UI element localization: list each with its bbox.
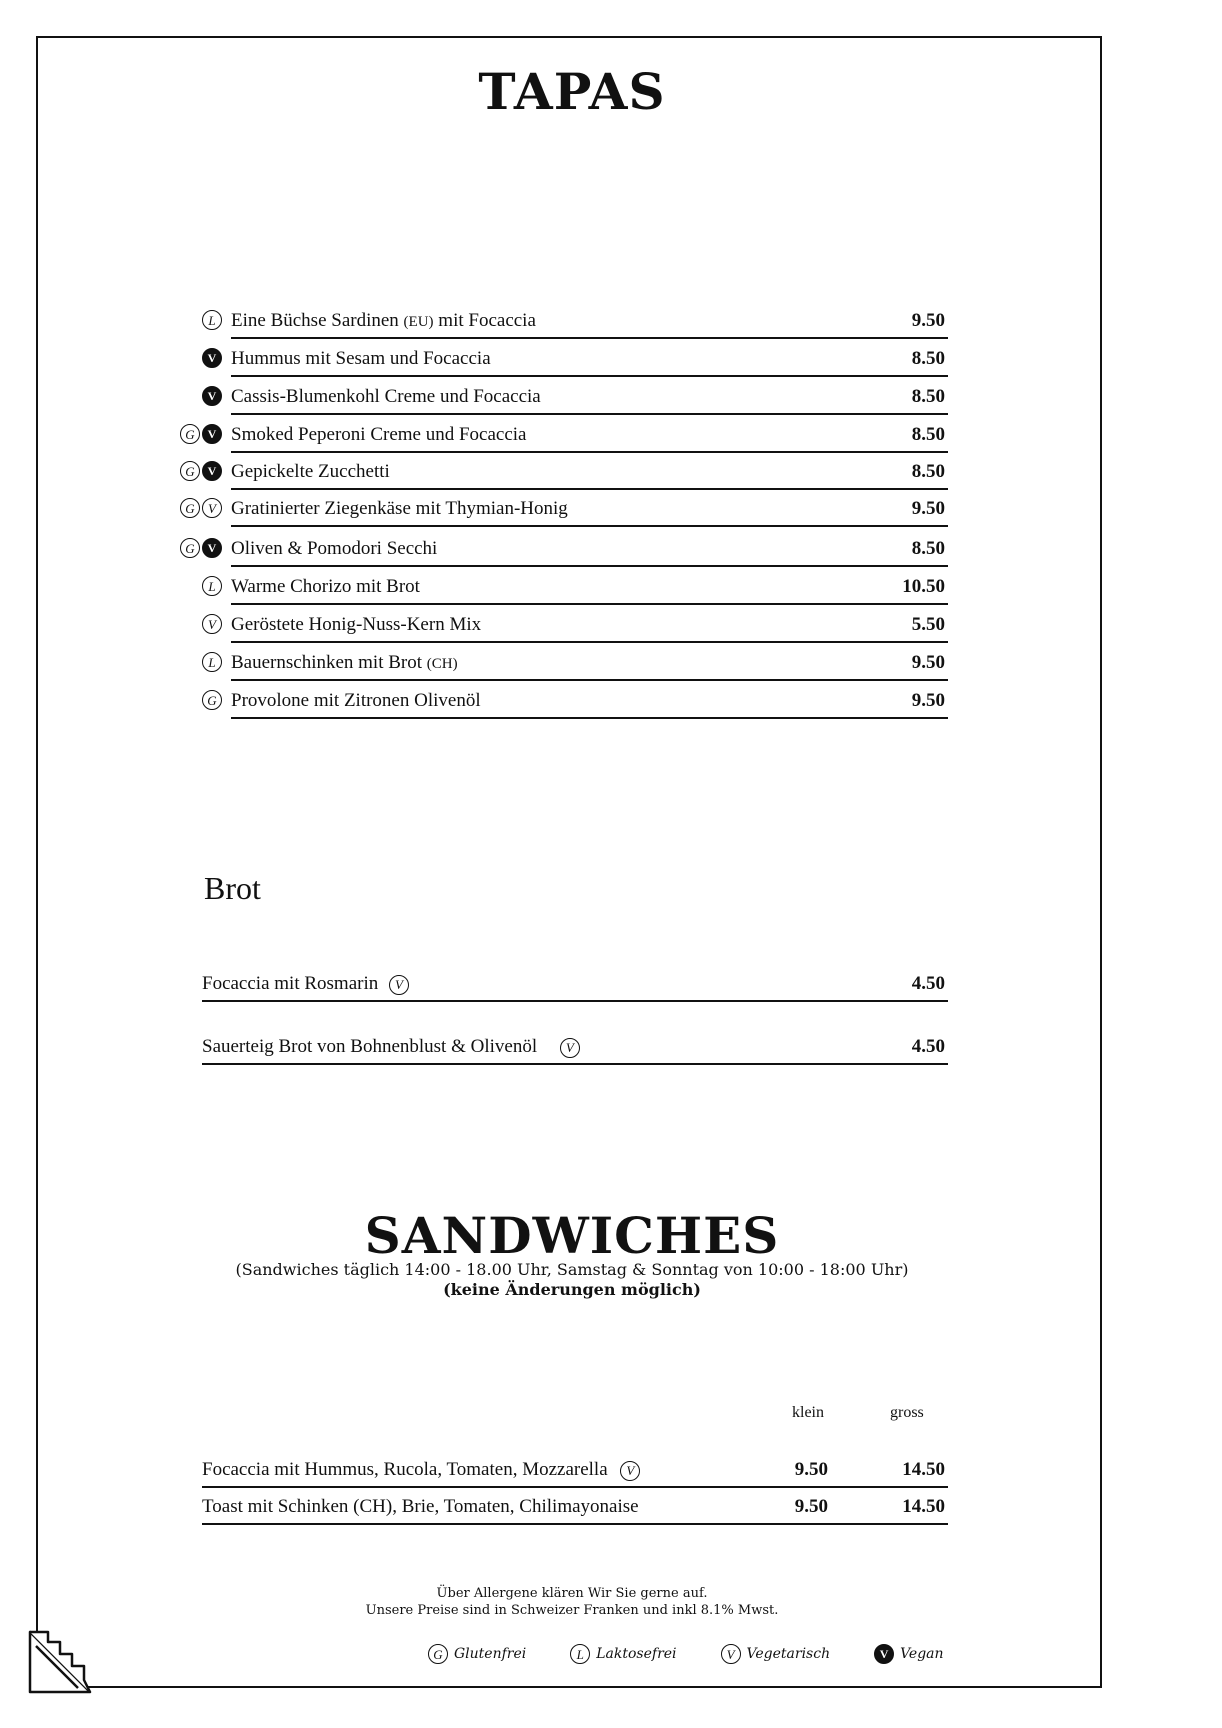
tapas-item-name	[231, 424, 526, 446]
allergen-note: Über Allergene klären Wir Sie gerne auf.	[436, 1586, 708, 1601]
lactose-free-icon: L	[202, 652, 222, 672]
legend-item	[721, 1644, 831, 1664]
lactose-free-icon: L	[202, 576, 222, 596]
tapas-item-price: 9.50	[911, 498, 945, 519]
tapas-item-origin: (CH)	[426, 656, 458, 672]
vegetarian-icon: V	[721, 1644, 741, 1664]
legend-item	[428, 1644, 526, 1664]
tapas-item-label: Bauernschinken mit Brot	[231, 652, 423, 673]
tapas-item-name	[231, 538, 437, 560]
sandwiches-title: SANDWICHES	[364, 1206, 780, 1265]
lactose-free-icon: L	[202, 310, 222, 330]
brot-row	[202, 1031, 948, 1065]
tapas-item-name	[231, 461, 390, 483]
tapas-item-price: 9.50	[911, 652, 945, 673]
tapas-item-price: 8.50	[911, 348, 945, 369]
tapas-item-name	[231, 614, 481, 636]
col-head-small: klein	[792, 1404, 824, 1421]
tapas-item-origin: (EU)	[403, 314, 434, 330]
tapas-row	[231, 571, 948, 605]
tapas-item-label: Hummus mit Sesam und Focaccia	[231, 348, 491, 369]
diet-legend	[428, 1644, 944, 1664]
tapas-item-price: 8.50	[911, 424, 945, 445]
tapas-item-label: Warme Chorizo mit Brot	[231, 576, 420, 597]
menu-frame	[36, 36, 1102, 1688]
tapas-item-label: Cassis-Blumenkohl Creme und Focaccia	[231, 386, 541, 407]
tapas-item-label: Geröstete Honig-Nuss-Kern Mix	[231, 614, 482, 635]
tapas-diet-badges	[160, 424, 222, 446]
tapas-row	[231, 609, 948, 643]
tapas-item-name	[231, 386, 541, 408]
tapas-item-suffix: mit Focaccia	[438, 310, 536, 331]
tapas-item-price: 8.50	[911, 386, 945, 407]
sandwich-item-name: Toast mit Schinken (CH), Brie, Tomaten, Chilimayonaise	[202, 1496, 639, 1517]
brot-row	[202, 968, 948, 1002]
tapas-item-label: Provolone mit Zitronen Olivenöl	[231, 690, 481, 711]
brot-item-price: 4.50	[911, 1036, 945, 1057]
tapas-diet-badges	[160, 310, 222, 332]
tapas-item-label: Eine Büchse Sardinen	[231, 310, 399, 331]
tapas-row	[231, 533, 948, 567]
brot-item-price: 4.50	[911, 973, 945, 994]
gluten-free-icon: G	[180, 538, 200, 558]
brot-title: Brot	[204, 870, 261, 906]
legend-label: Laktosefrei	[596, 1646, 677, 1662]
vegan-icon: V	[202, 461, 222, 481]
vegan-icon: V	[202, 386, 222, 406]
vegan-icon: V	[202, 424, 222, 444]
tapas-item-price: 10.50	[902, 576, 945, 597]
tapas-row	[231, 305, 948, 339]
tapas-item-name	[231, 690, 481, 712]
tapas-item-price: 9.50	[911, 690, 945, 711]
tapas-row	[231, 343, 948, 377]
tapas-item-price: 5.50	[911, 614, 945, 635]
tapas-item-name	[231, 348, 491, 370]
tapas-row	[231, 647, 948, 681]
tapas-diet-badges	[160, 498, 222, 520]
tapas-row	[231, 419, 948, 453]
tapas-diet-badges	[160, 386, 222, 408]
tapas-item-price: 8.50	[911, 538, 945, 559]
sandwich-price-small: 9.50	[794, 1459, 828, 1480]
tapas-diet-badges	[160, 461, 222, 483]
tapas-item-price: 8.50	[911, 461, 945, 482]
brot-item-name: Sauerteig Brot von Bohnenblust & Olivenöl V	[202, 1036, 580, 1058]
tapas-item-price: 9.50	[911, 310, 945, 331]
sandwiches-note: (keine Änderungen möglich)	[443, 1280, 701, 1299]
vegetarian-icon: V	[202, 498, 222, 518]
tapas-diet-badges	[160, 348, 222, 370]
tapas-diet-badges	[160, 690, 222, 712]
vegetarian-icon: V	[620, 1461, 640, 1481]
tapas-row	[231, 685, 948, 719]
tapas-row	[231, 381, 948, 415]
gluten-free-icon: G	[202, 690, 222, 710]
brot-item-name: Focaccia mit Rosmarin V	[202, 973, 409, 995]
logo-icon	[26, 1628, 98, 1700]
tapas-item-label: Gratinierter Ziegenkäse mit Thymian-Honig	[231, 498, 568, 519]
sandwich-row	[202, 1454, 948, 1488]
vegan-icon: V	[202, 538, 222, 558]
tapas-item-name	[231, 310, 536, 332]
legend-label: Vegan	[900, 1646, 944, 1662]
tapas-diet-badges	[160, 614, 222, 636]
price-note: Unsere Preise sind in Schweizer Franken und inkl 8.1% Mwst.	[365, 1603, 779, 1618]
lactose-free-icon: L	[570, 1644, 590, 1664]
legend-label: Vegetarisch	[746, 1646, 831, 1662]
tapas-diet-badges	[160, 538, 222, 560]
vegan-icon: V	[874, 1644, 894, 1664]
sandwiches-hours: (Sandwiches täglich 14:00 - 18.00 Uhr, Samstag & Sonntag von 10:00 - 18:00 Uhr)	[235, 1260, 909, 1279]
tapas-item-name	[231, 498, 568, 520]
vegetarian-icon: V	[389, 975, 409, 995]
vegetarian-icon: V	[202, 614, 222, 634]
gluten-free-icon: G	[428, 1644, 448, 1664]
col-head-large: gross	[890, 1404, 924, 1421]
tapas-item-name	[231, 652, 458, 674]
gluten-free-icon: G	[180, 461, 200, 481]
tapas-diet-badges	[160, 576, 222, 598]
tapas-row	[231, 493, 948, 527]
sandwich-price-small: 9.50	[794, 1496, 828, 1517]
gluten-free-icon: G	[180, 498, 200, 518]
sandwich-row	[202, 1491, 948, 1525]
gluten-free-icon: G	[180, 424, 200, 444]
legend-item	[874, 1644, 943, 1664]
tapas-item-label: Oliven & Pomodori Secchi	[231, 538, 438, 559]
tapas-title: TAPAS	[478, 62, 666, 121]
legend-item	[570, 1644, 676, 1664]
tapas-diet-badges	[160, 652, 222, 674]
legend-label: Glutenfrei	[454, 1646, 527, 1662]
sandwich-price-large: 14.50	[902, 1496, 945, 1517]
sandwich-price-large: 14.50	[902, 1459, 945, 1480]
tapas-item-label: Gepickelte Zucchetti	[231, 461, 390, 482]
tapas-row	[231, 456, 948, 490]
vegetarian-icon: V	[560, 1038, 580, 1058]
tapas-item-label: Smoked Peperoni Creme und Focaccia	[231, 424, 527, 445]
vegan-icon: V	[202, 348, 222, 368]
sandwich-item-name: Focaccia mit Hummus, Rucola, Tomaten, Mozzarella V	[202, 1459, 640, 1481]
tapas-item-name	[231, 576, 420, 598]
